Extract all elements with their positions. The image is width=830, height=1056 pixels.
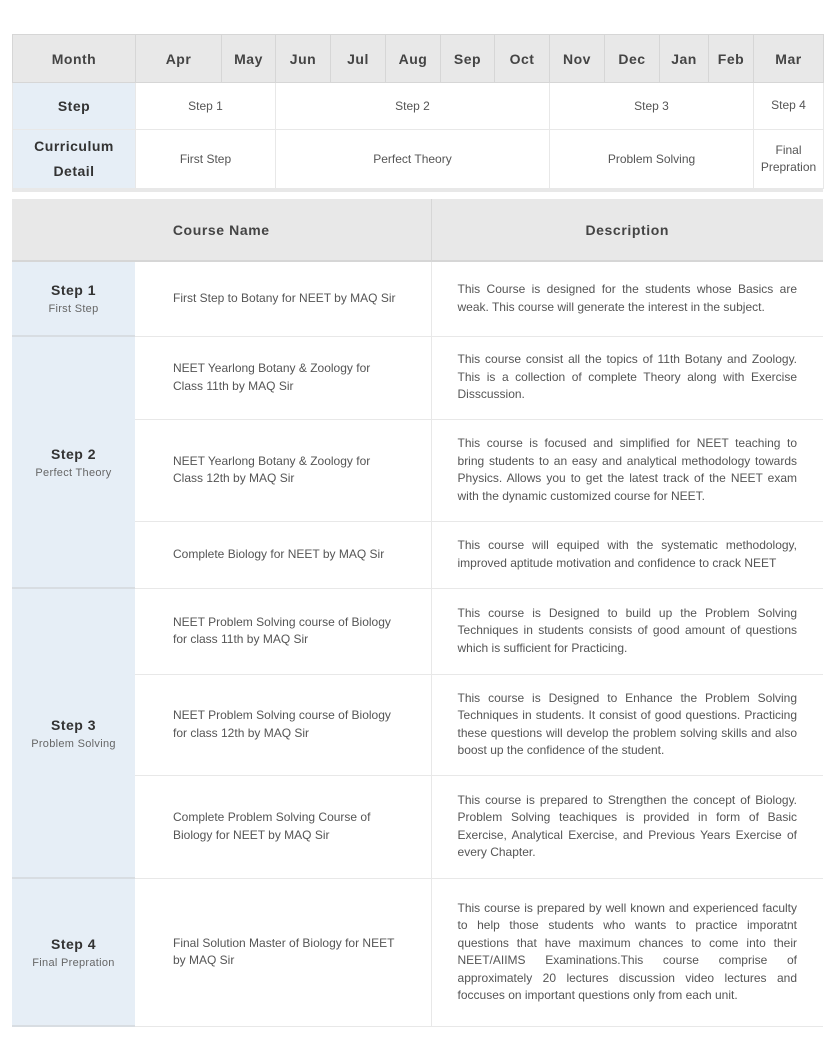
month-jun: Jun — [276, 35, 331, 83]
course-description: This course is Designed to build up the Problem Solving Techniques in students consists of good amount of questions which is sufficient for Practicing. — [431, 588, 823, 674]
course-description: This course is prepared to Strengthen the concept of Biology. Problem Solving teachiques is provided in form of Basic Exercise, Analytical Exercise, and Previous Years Exercise of every Chapter. — [431, 775, 823, 878]
timeline-detail-3: Problem Solving — [550, 130, 754, 189]
course-name-header: Course Name — [12, 199, 431, 261]
step-4-cell — [12, 878, 135, 1026]
step-row — [13, 83, 824, 130]
timeline-divider — [12, 189, 823, 192]
timeline-step-2: Step 2 — [276, 83, 550, 130]
month-oct: Oct — [495, 35, 550, 83]
month-aug: Aug — [386, 35, 441, 83]
timeline-detail-1: First Step — [136, 130, 276, 189]
step-1-subtitle: First Step — [48, 303, 99, 315]
course-list — [12, 199, 823, 1027]
course-description: This Course is designed for the students whose Basics are weak. This course will generate the interest in the subject. — [431, 261, 823, 336]
month-may: May — [222, 35, 276, 83]
course-name: NEET Yearlong Botany & Zoology for Class 11th by MAQ Sir — [135, 336, 431, 419]
course-name: NEET Yearlong Botany & Zoology for Class 12th by MAQ Sir — [135, 419, 431, 521]
course-description: This course consist all the topics of 11th Botany and Zoology. This is a collection of complete Theory along with Exercise Disscussion. — [431, 336, 823, 419]
month-header-row — [13, 35, 824, 83]
course-description: This course is focused and simplified for NEET teaching to bring students to an easy and analytical methodology towards Physics. Allows you to get the latest track of the NEET exam with the dynamic customized course for NEET. — [431, 419, 823, 521]
timeline-detail-2: Perfect Theory — [276, 130, 550, 189]
course-description: This course is prepared by well known and experienced faculty to help those students who wants to practice imporatnt questions that have maximum chances to come into their NEET/AIIMS Examinations.This course comprise of approximately 20 lectures discussion video lectures and foccuses on important questions only from each unit. — [431, 878, 823, 1026]
month-jul: Jul — [331, 35, 386, 83]
month-dec: Dec — [605, 35, 660, 83]
month-jan: Jan — [660, 35, 709, 83]
month-nov: Nov — [550, 35, 605, 83]
month-header: Month — [13, 35, 136, 83]
course-name: Final Solution Master of Biology for NEET by MAQ Sir — [135, 878, 431, 1026]
step-2-title: Step 2 — [50, 445, 96, 462]
step-4-title: Step 4 — [50, 935, 96, 952]
month-mar: Mar — [754, 35, 824, 83]
step-2-subtitle: Perfect Theory — [35, 466, 112, 479]
course-header-row — [12, 199, 823, 261]
course-name: Complete Problem Solving Course of Biology for NEET by MAQ Sir — [135, 775, 431, 878]
month-feb: Feb — [709, 35, 754, 83]
course-name: NEET Problem Solving course of Biology for class 12th by MAQ Sir — [135, 674, 431, 775]
step-3-cell — [12, 588, 135, 878]
course-description: This course will equiped with the systematic methodology, improved aptitude motivation and confidence to crack NEET — [431, 521, 823, 588]
step-3-subtitle: Problem Solving — [31, 737, 116, 750]
step-1-title: Step 1 — [50, 282, 96, 298]
course-name: First Step to Botany for NEET by MAQ Sir — [135, 261, 431, 336]
course-row — [12, 261, 823, 336]
course-table — [12, 199, 823, 1027]
course-row — [12, 336, 823, 419]
curriculum-timeline — [12, 34, 823, 192]
curriculum-detail-row — [13, 130, 824, 189]
timeline-table — [12, 34, 824, 189]
step-header: Step — [13, 83, 136, 130]
timeline-step-3: Step 3 — [550, 83, 754, 130]
step-1-cell — [12, 261, 135, 336]
month-sep: Sep — [441, 35, 495, 83]
description-header: Description — [431, 199, 823, 261]
timeline-detail-4: Final Prepration — [754, 130, 824, 189]
course-description: This course is Designed to Enhance the Problem Solving Techniques in students. It consist of good questions. Practicing these questions will develop the problem solving skills and also boost up the confidence of the student. — [431, 674, 823, 775]
timeline-step-1: Step 1 — [136, 83, 276, 130]
step-4-subtitle: Final Prepration — [32, 956, 115, 969]
curriculum-detail-header: Curriculum Detail — [13, 130, 136, 189]
step-3-title: Step 3 — [50, 716, 96, 733]
step-2-cell — [12, 336, 135, 588]
course-name: Complete Biology for NEET by MAQ Sir — [135, 521, 431, 588]
timeline-step-4: Step 4 — [754, 83, 824, 130]
course-row — [12, 588, 823, 674]
course-name: NEET Problem Solving course of Biology for class 11th by MAQ Sir — [135, 588, 431, 674]
course-row — [12, 878, 823, 1026]
month-apr: Apr — [136, 35, 222, 83]
